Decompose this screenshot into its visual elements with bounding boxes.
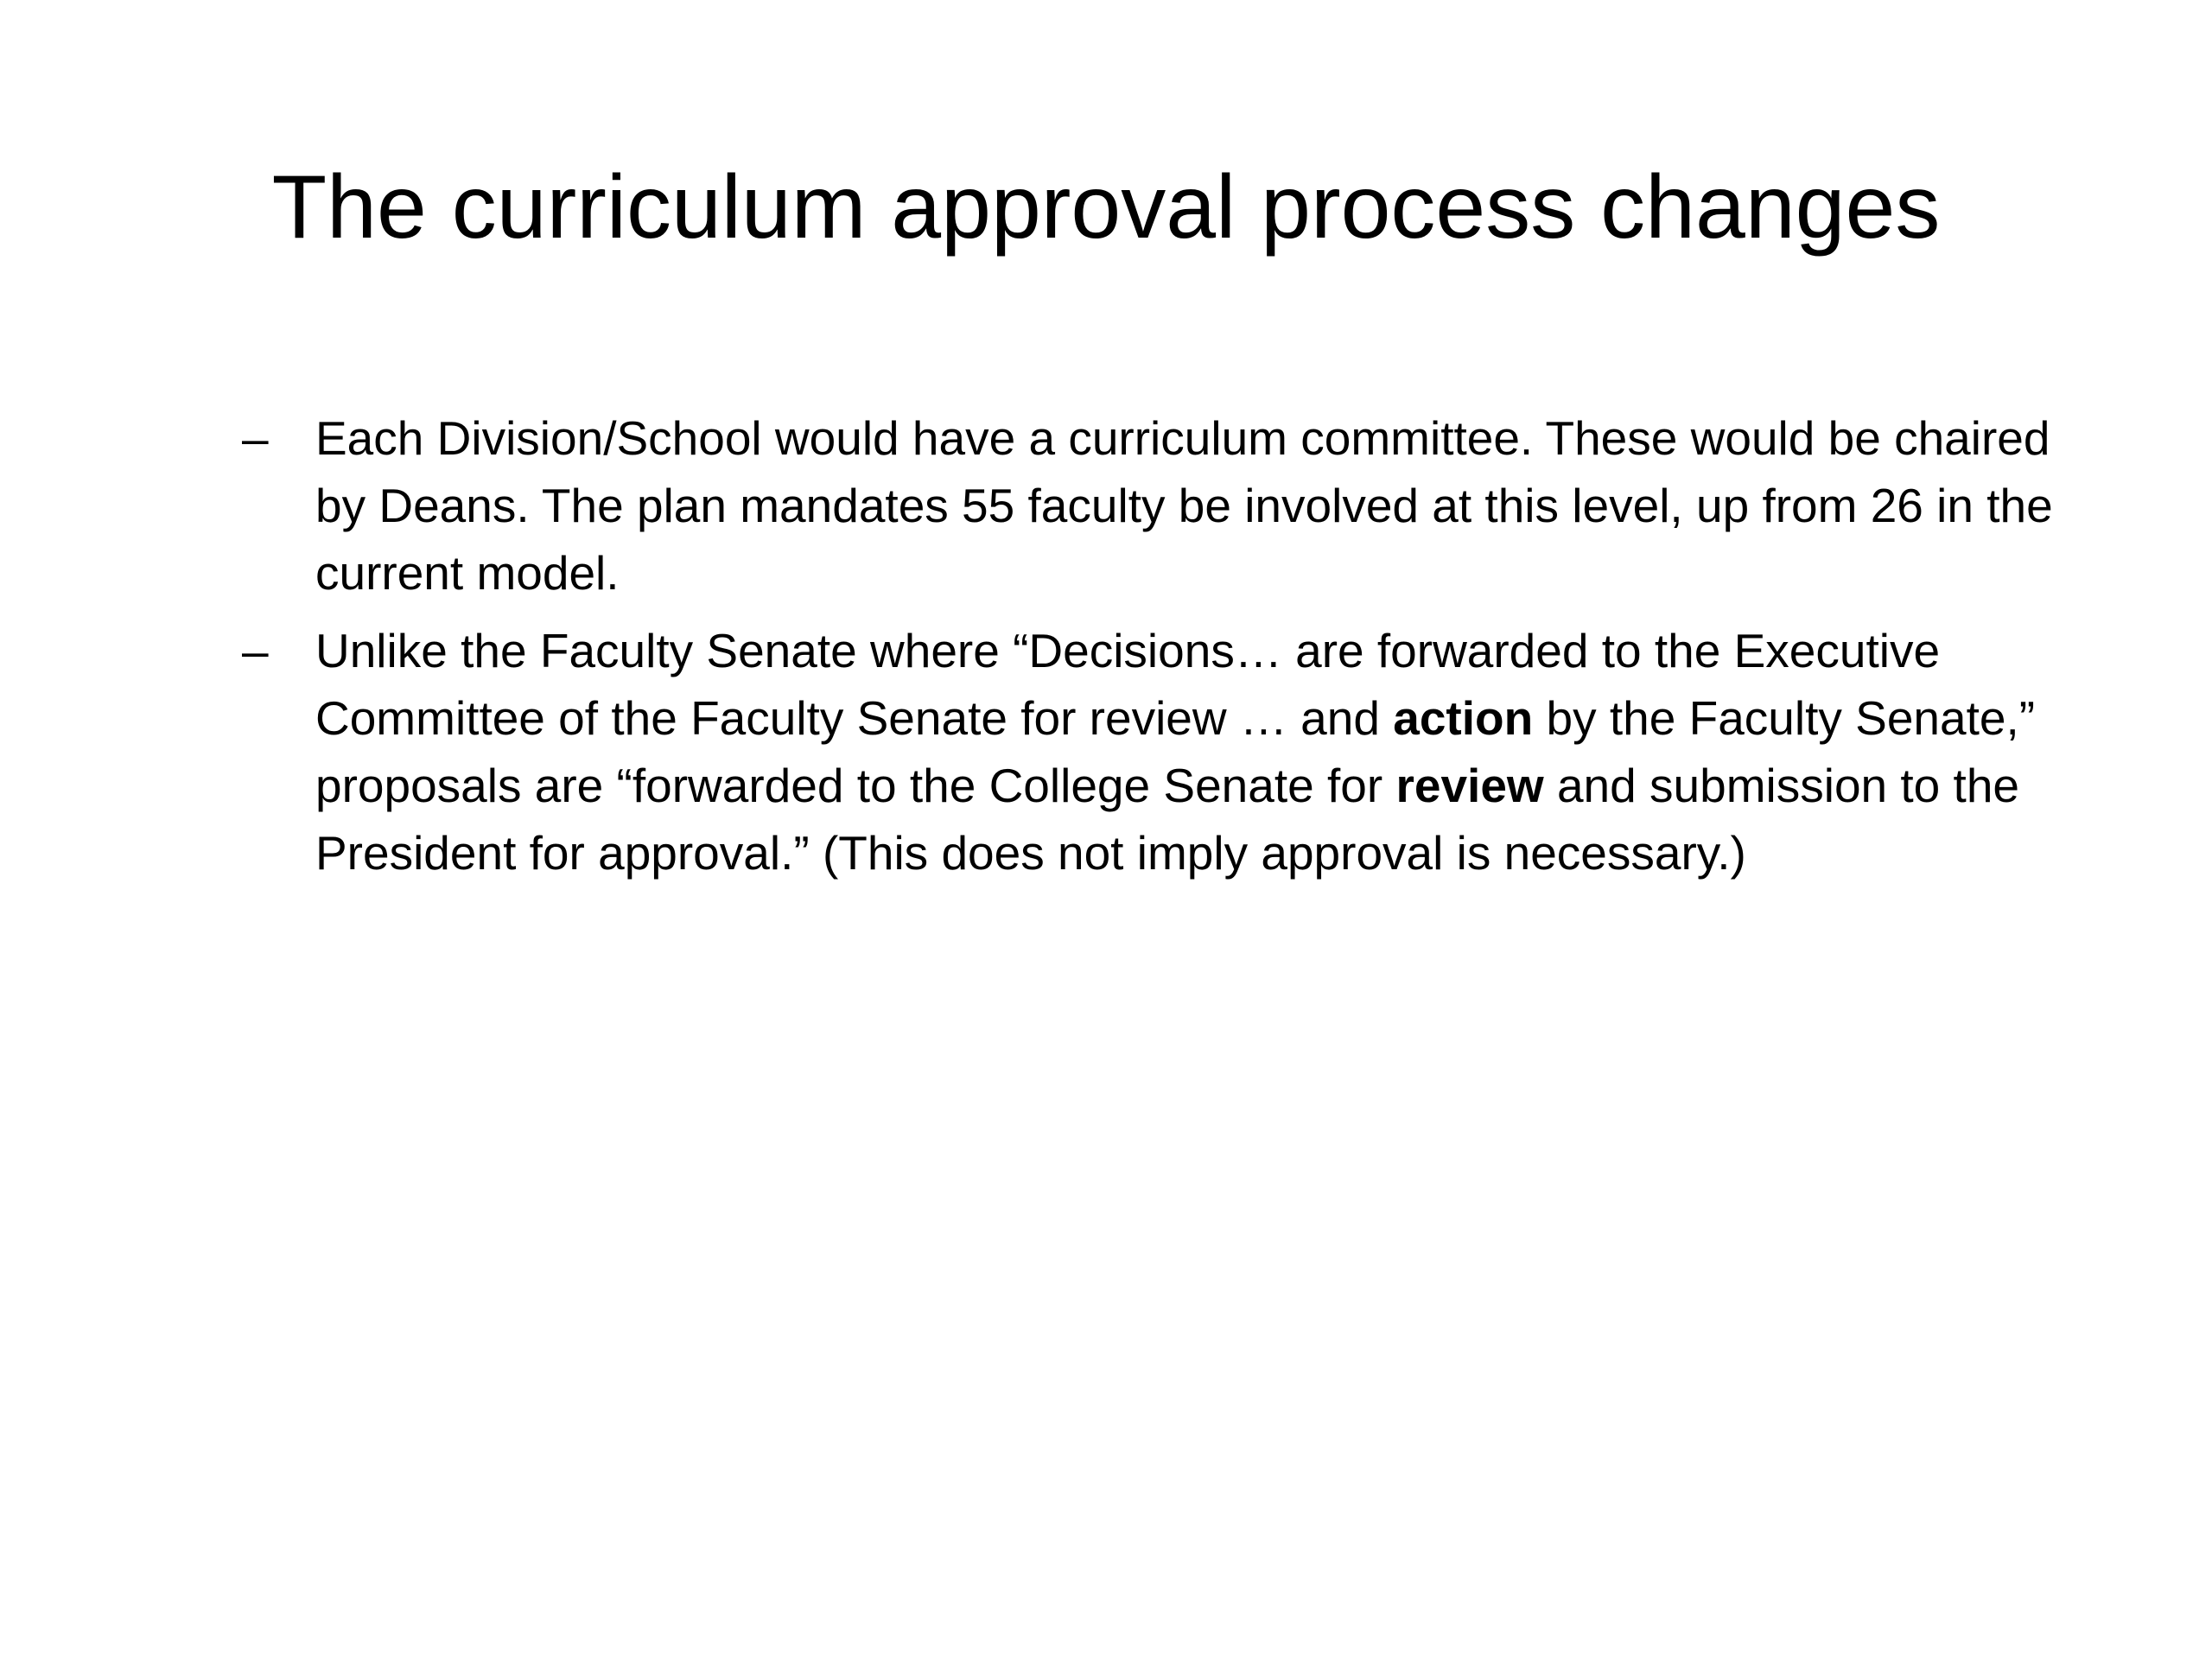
slide-title: The curriculum approval process changes	[271, 157, 1941, 257]
text-segment: Unlike the Faculty Senate where “Decisions… are forwarded to the Executive Committee of the Faculty Senate for review … and	[315, 624, 1941, 745]
text-segment: and submission to the President for approval.” (This does not imply approval is necessary.)	[315, 759, 2020, 880]
bullet-text	[315, 411, 2053, 600]
list-item	[242, 404, 2091, 607]
bullet-dash-icon: –	[242, 411, 269, 465]
emphasis-action: action	[1393, 691, 1534, 745]
text-segment: Each Division/School would have a curriculum committee. These would be chaired by Deans. The plan mandates 55 faculty be involved at this level, up from 26 in the current model.	[315, 411, 2053, 600]
bullet-list	[242, 404, 2091, 897]
bullet-dash-icon: –	[242, 624, 269, 677]
list-item	[242, 617, 2091, 887]
emphasis-review: review	[1395, 759, 1544, 812]
bullet-text	[315, 624, 2035, 880]
text-segment: by the Faculty Senate,” proposals are “forwarded to the College Senate for	[315, 691, 2036, 812]
